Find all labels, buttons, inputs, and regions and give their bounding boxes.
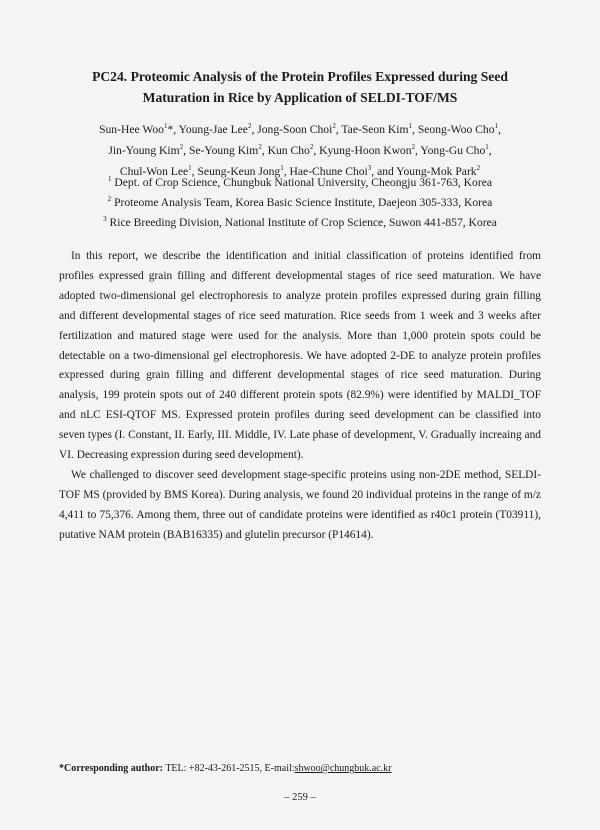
author-line-1 [58, 119, 542, 140]
affil-mark: 2 [107, 195, 112, 203]
author-affil-mark: 1 [494, 122, 499, 130]
author-separator: , [283, 165, 290, 178]
author-separator: , [251, 123, 258, 136]
author-affil-mark: 2 [258, 143, 262, 151]
page-number: – 259 – [284, 792, 316, 803]
title-line-2: Maturation in Rice by Application of SELDI-TOF/MS [142, 90, 458, 105]
author-separator: , [335, 123, 342, 136]
author-name: Jong-Soon Choi [257, 123, 333, 136]
author-affil-mark: 2 [476, 164, 481, 172]
author-name: Seong-Woo Cho [417, 123, 495, 136]
author-name: Hae-Chune Choi [289, 165, 368, 178]
author-name: Kun Cho [267, 144, 310, 157]
corresponding-author-note [59, 763, 392, 774]
author-affil-mark: 3 [367, 164, 372, 172]
abstract-body [59, 247, 541, 546]
author-affil-mark: 1 [280, 164, 284, 172]
author-separator: , [488, 144, 492, 157]
author-affil-mark: 2 [309, 143, 314, 151]
author-name: Chul-Won Lee [119, 165, 189, 178]
affiliation-list [60, 173, 540, 233]
author-name: Kyung-Hoon Kwon [319, 144, 412, 157]
author-affil-mark: 2 [179, 143, 184, 151]
author-affil-mark: 1 [163, 122, 168, 130]
author-separator: , [261, 144, 268, 157]
affil-mark: 3 [103, 215, 107, 223]
affil-mark: 1 [108, 175, 112, 183]
author-name: Jin-Young Kim [108, 144, 180, 157]
author-separator: , and [371, 165, 397, 178]
affiliation-3 [60, 213, 540, 233]
affil-text: Rice Breeding Division, National Institute of Crop Science, Suwon 441-857, Korea [109, 216, 497, 229]
author-name: Young-Jae Lee [178, 123, 248, 136]
author-affil-mark: 1 [408, 122, 413, 130]
author-name: Seung-Keun Jong [197, 165, 281, 178]
abstract-paragraph-1: In this report, we describe the identification and initial classification of proteins identified from profiles expressed grain filling and different developmental stages of rice seed maturation. We have adopted two-dimensional gel electrophoresis to analyze protein profiles expressed during grain filling and different developmental stages of rice seed maturation. Rice seeds from 1 week and 3 weeks after fertilization and matured stage were used for the analysis. More than 1,000 protein spots could be detectable on a two-dimensional gel electrophoresis. We have adopted 2-DE to analyze protein profiles expressed during grain filling and different developmental stages of rice seed maturation. During analysis, 199 protein spots out of 240 different protein spots (82.9%) were identified by MALDI_TOF and nLC ESI-QTOF MS. Expressed protein profiles during seed development can be classified into seven types (I. Constant, II. Early, III. Middle, IV. Late phase of development, V. Gradually increaing and VI. Decreasing expression during seed development). [59, 250, 541, 462]
author-affil-mark: 2 [411, 143, 416, 151]
affil-text: Dept. of Crop Science, Chungbuk National University, Cheongju 361-763, Korea [114, 176, 492, 189]
author-separator: , [412, 123, 418, 136]
author-affil-mark: 2 [332, 122, 336, 130]
corresponding-contact: TEL: +82-43-261-2515, E-mail: [163, 763, 295, 774]
affiliation-2 [60, 193, 540, 213]
author-separator: , [191, 165, 198, 178]
title-line-1: PC24. Proteomic Analysis of the Protein Profiles Expressed during Seed [92, 69, 508, 84]
author-name: Young-Mok Park [396, 165, 477, 178]
author-separator: , [498, 123, 501, 136]
author-name: Sun-Hee Woo [99, 123, 164, 136]
author-separator: , [313, 144, 320, 157]
author-name: Tae-Seon Kim [341, 123, 409, 136]
author-separator: *, [167, 123, 179, 136]
author-affil-mark: 1 [485, 143, 489, 151]
affiliation-1 [60, 173, 540, 193]
corresponding-email: shwoo@chungbuk.ac.kr [294, 763, 392, 774]
author-name: Se-Young Kim [188, 144, 259, 157]
author-affil-mark: 2 [247, 122, 252, 130]
paper-title [70, 66, 530, 108]
corresponding-label: *Corresponding author: [59, 763, 163, 774]
abstract-paragraph-2: We challenged to discover seed development stage-specific proteins using non-2DE method, SELDI-TOF MS (provided by BMS Korea). During analysis, we found 20 individual proteins in the range of m/z 4,411 to 75,376. Among them, three out of candidate proteins were identified as r40c1 protein (T03911), putative NAM protein (BAB16335) and glutelin precursor (P14614). [59, 468, 541, 541]
author-separator: , [415, 144, 421, 157]
affil-text: Proteome Analysis Team, Korea Basic Science Institute, Daejeon 305-333, Korea [114, 196, 493, 209]
author-affil-mark: 1 [188, 164, 192, 172]
author-line-2 [58, 140, 542, 161]
author-name: Yong-Gu Cho [420, 144, 486, 157]
author-separator: , [183, 144, 189, 157]
